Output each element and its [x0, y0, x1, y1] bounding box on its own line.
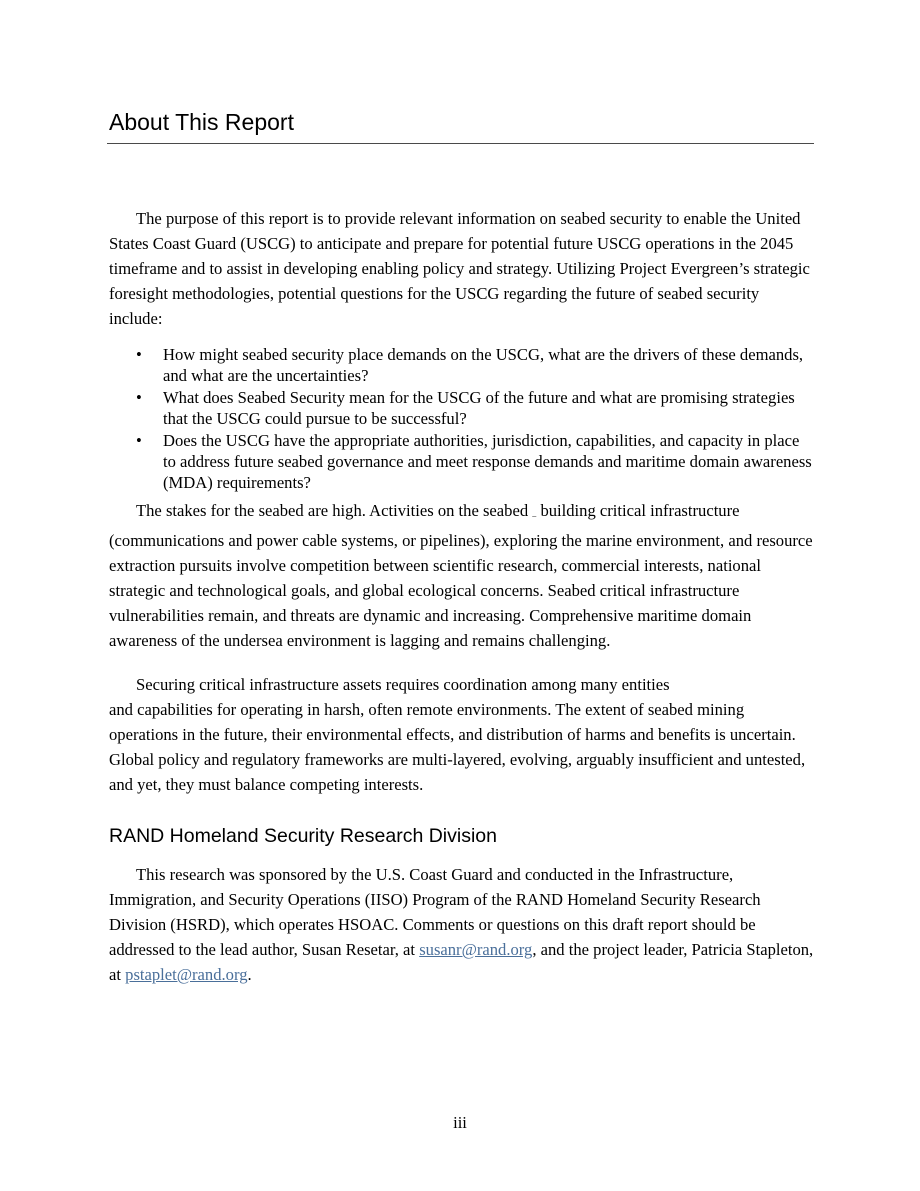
sponsor-text-end: .	[247, 965, 252, 984]
sponsor-text-middle: , and the project leader, Patricia Stapleton, at	[109, 940, 814, 984]
list-item	[109, 430, 815, 493]
bullet-icon: •	[136, 345, 142, 364]
sponsor-paragraph	[109, 862, 815, 987]
page-title: About This Report	[109, 109, 294, 135]
securing-rest: and capabilities for operating in harsh, often remote environments. The extent of seabed mining operations in the future, their environmental effects, and distribution of harms and benefits is uncertain. Global policy and regulatory frameworks are multi-layered, evolving, arguably insufficient and untested, and yet, they must balance competing interests.	[109, 700, 806, 794]
section-heading: RAND Homeland Security Research Division	[109, 825, 497, 847]
list-item	[109, 387, 815, 429]
em-dash: –	[532, 511, 537, 520]
list-item-text: What does Seabed Security mean for the USCG of the future and what are promising strategies that the USCG could pursue to be successful?	[163, 388, 795, 428]
questions-list	[109, 344, 815, 494]
stakes-text-end: building critical infrastructure (communications and power cable systems, or pipelines), exploring the marine environment, and resource extraction pursuits involve competition between scientific research, commercial interests, national strategic and technological goals, and global ecological concerns. Seabed critical infrastructure vulnerabilities remain, and threats are dynamic and increasing. Comprehensive maritime domain awareness of the undersea environment is lagging and remains challenging.	[109, 501, 813, 650]
intro-paragraph: The purpose of this report is to provide relevant information on seabed security to enable the United States Coast Guard (USCG) to anticipate and prepare for potential future USCG operations in the 2045 timeframe and to assist in developing enabling policy and strategy. Utilizing Project Evergreen’s strategic foresight methodologies, potential questions for the USCG regarding the future of seabed security include:	[109, 209, 810, 328]
sponsor-text: This research was sponsored by the U.S. Coast Guard and conducted in the Infrastructure, Immigration, and Security Operations (IISO) Program of the RAND Homeland Security Research Division (HSRD), which operates HSOAC. Comments or questions on this draft report should be addressed to the lead author, Susan Resetar, at	[109, 865, 761, 959]
list-item-text: How might seabed security place demands on the USCG, what are the drivers of these demands, and what are the uncertainties?	[163, 345, 804, 385]
securing-first-line: Securing critical infrastructure assets requires coordination among many entities	[136, 675, 670, 694]
lead-author-email-link[interactable]: susanr@rand.org	[419, 940, 533, 959]
list-item-text: Does the USCG have the appropriate authorities, jurisdiction, capabilities, and capacity in place to address future seabed governance and meet response demands and maritime domain awareness (MDA) requirements?	[163, 431, 812, 492]
stakes-paragraph	[109, 498, 815, 653]
stakes-text-start: The stakes for the seabed are high. Activities on the seabed	[136, 501, 529, 520]
title-divider	[107, 143, 814, 144]
list-item	[109, 344, 815, 386]
bullet-icon: •	[136, 431, 142, 450]
page-number: iii	[453, 1113, 467, 1132]
bullet-icon: •	[136, 388, 142, 407]
securing-paragraph	[109, 672, 815, 797]
project-leader-email-link[interactable]: pstaplet@rand.org	[125, 965, 248, 984]
